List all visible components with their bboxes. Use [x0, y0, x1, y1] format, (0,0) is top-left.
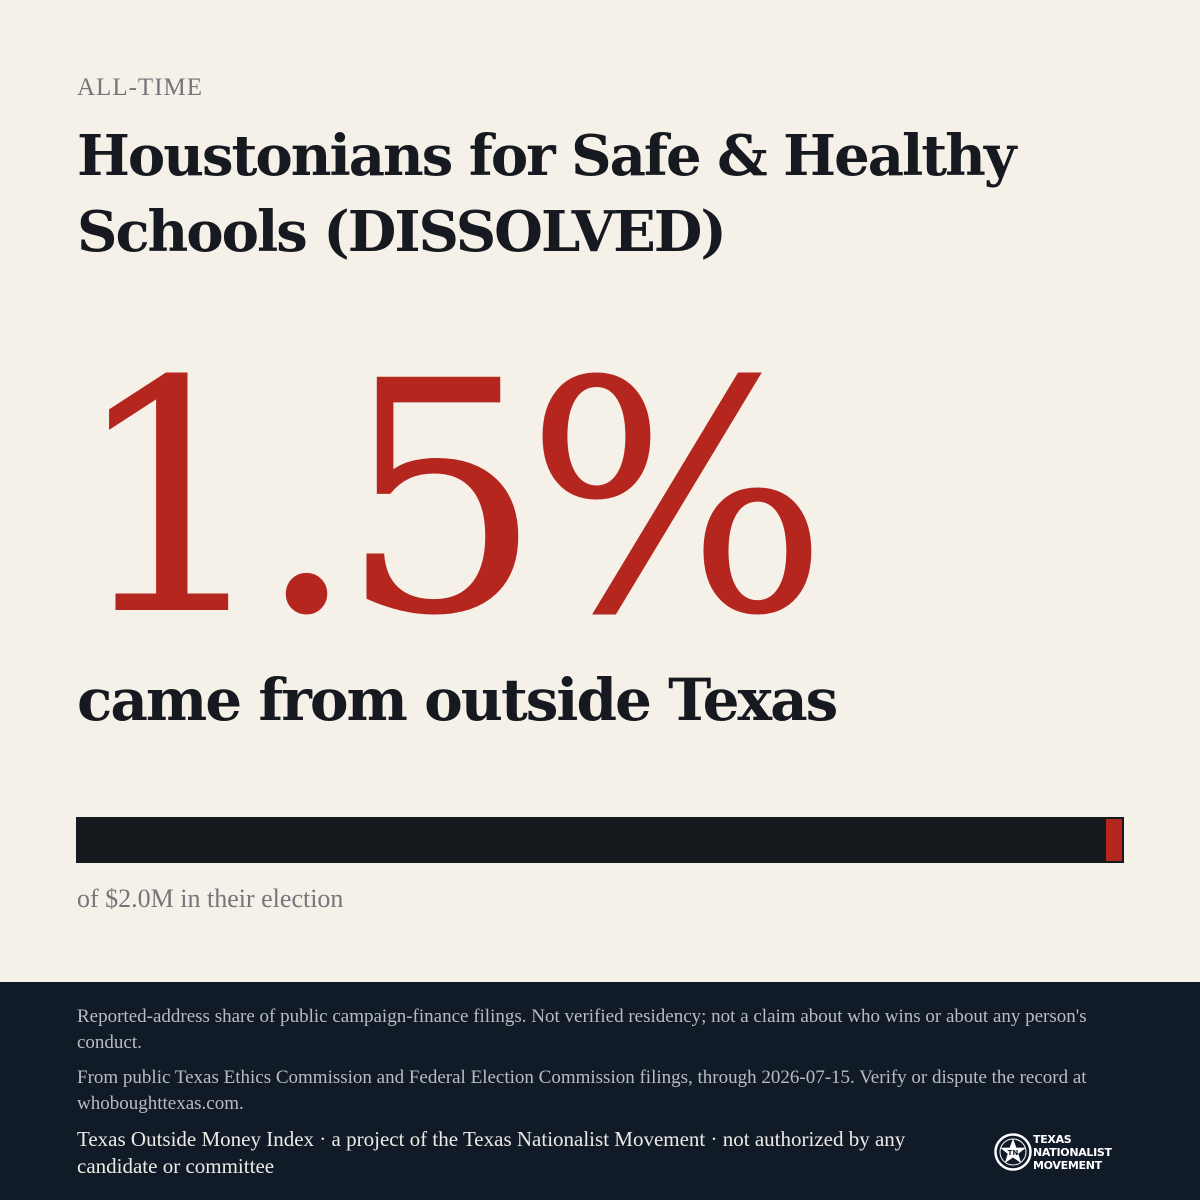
share-bar-fill — [1106, 819, 1122, 861]
logo-wordmark — [1033, 1133, 1112, 1172]
committee-title: Houstonians for Safe & Healthy Schools (DISSOLVED) — [77, 123, 1015, 265]
time-range-label: ALL-TIME — [77, 74, 204, 101]
logo-line-nationalist: NATIONALIST — [1033, 1146, 1112, 1159]
disclaimer-source: From public Texas Ethics Commission and Federal Election Commission filings, through 2026-07-15. Verify or dispute the record at whoboughttexas.com. — [77, 1067, 1087, 1114]
logo-line-texas: TEXAS — [1033, 1133, 1072, 1146]
outside-share-value: 1.5% — [70, 314, 811, 686]
total-caption: of $2.0M in their election — [77, 884, 344, 913]
star-seal-icon — [993, 1132, 1033, 1172]
outside-share-label: came from outside Texas — [77, 666, 837, 734]
svg-text:TN: TN — [1007, 1149, 1019, 1157]
tnm-logo — [993, 1131, 1133, 1175]
logo-line-movement: MOVEMENT — [1033, 1159, 1102, 1172]
project-credit: Texas Outside Money Index · a project of the Texas Nationalist Movement · not authorized by any candidate or committee — [77, 1127, 906, 1178]
share-bar — [76, 817, 1124, 863]
disclaimer-residency: Reported-address share of public campaign-finance filings. Not verified residency; not a claim about who wins or about any person's conduct. — [77, 1006, 1087, 1053]
